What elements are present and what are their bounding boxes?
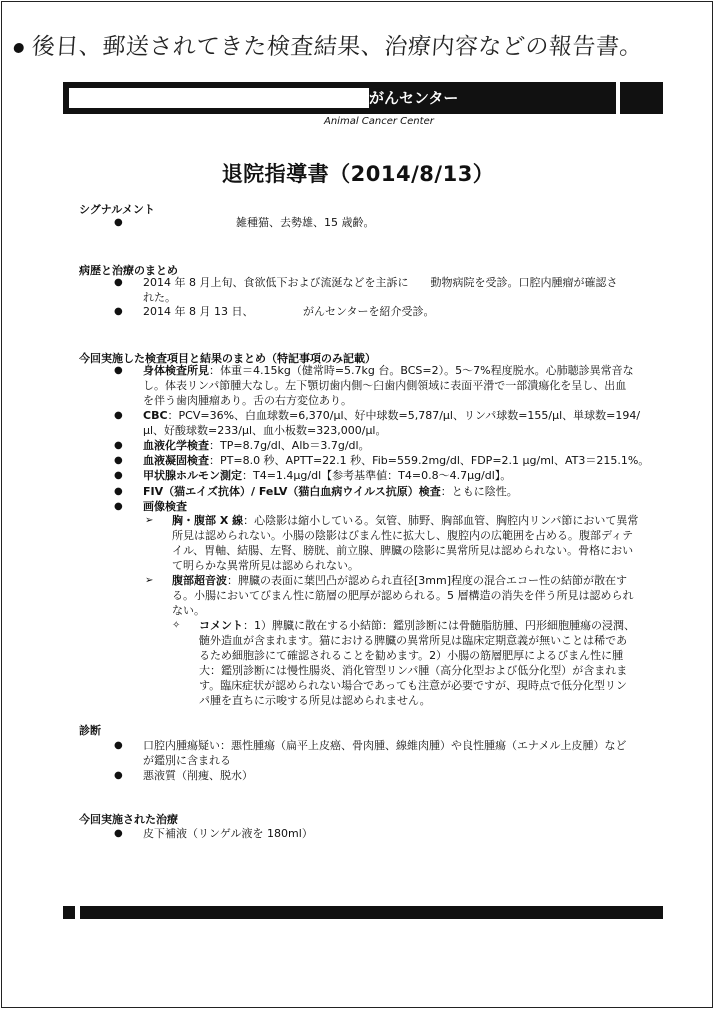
arrow-bullet-icon: ➢ (145, 515, 154, 526)
bullet-icon: ● (114, 365, 123, 376)
ultrasound-label: 腹部超音波 (172, 574, 227, 587)
text-line: ：脾臓の表面に葉凹凸が認められ直径[3mm]程度の混合エコー性の結節が散在す (227, 574, 628, 587)
text-line: が鑑別に含まれる (143, 754, 231, 767)
text-line: パ腫を直ちに示唆する所見は認められません。 (199, 694, 431, 707)
text-line: イル、胃軸、結腸、左腎、膀胱、前立腺、脾臓の陰影に異常所見は認められない。骨格におい (172, 544, 634, 557)
center-name-en: Animal Cancer Center (324, 116, 434, 127)
text-line: 所見は認められない。小腸の陰影はびまん性に拡大し、腹腔内の広範囲を占める。腹部ディテ (172, 529, 634, 542)
text-line: を伴う歯肉腫瘤あり。舌の右方変位あり。 (143, 394, 352, 407)
bullet-icon: ● (114, 770, 123, 781)
bullet-icon: ● (114, 828, 123, 839)
bullet-icon: ● (114, 740, 123, 751)
text-line: ：1）脾臓に散在する小結節：鑑別診断には骨髄脂肪腫、円形細胞腫瘍の浸潤、 (243, 619, 635, 632)
chemistry-exam (143, 438, 370, 453)
coagulation-label: 血液凝固検査 (143, 454, 209, 467)
xray-label: 胸・腹部 X 線 (172, 514, 244, 527)
ultrasound-result (172, 573, 658, 618)
diamond-bullet-icon: ✧ (172, 620, 181, 631)
text-line: る。小腸においてびまん性に筋層の肥厚が認められる。5 層構造の消失を伴う所見は認められ (172, 589, 634, 602)
document-title: 退院指導書（2014/8/13） (221, 162, 495, 186)
thyroid-label: 甲状腺ホルモン測定 (143, 469, 242, 482)
imaging-comment (199, 618, 659, 708)
bullet-dot-icon (13, 43, 24, 53)
handwritten-note-text: 後日、郵送されてきた検査結果、治療内容などの報告書。 (30, 34, 644, 60)
header-bar (63, 82, 663, 114)
signalment-heading: シグナルメント (79, 203, 155, 216)
text-line: 口腔内腫瘍疑い：悪性腫瘍（扁平上皮癌、骨肉腫、線維肉腫）や良性腫瘍（エナメル上皮腫）など (143, 739, 627, 752)
text-line: れた。 (143, 291, 176, 304)
text-line: す。臨床症状が認められない場合であっても注意が必要ですが、現時点で低分化型リン (199, 679, 628, 692)
arrow-bullet-icon: ➢ (145, 575, 154, 586)
header-divider (616, 82, 620, 114)
bullet-icon: ● (114, 217, 123, 228)
fiv-felv-exam (143, 484, 518, 499)
thyroid-exam (143, 468, 511, 483)
bullet-icon: ● (114, 470, 123, 481)
handwritten-note (13, 28, 705, 61)
diagnosis-item-2: 悪液質（削痩、脱水） (143, 769, 253, 782)
history-item-2: 2014 年 8 月 13 日、 がんセンターを紹介受診。 (143, 305, 435, 318)
history-item-1 (143, 275, 617, 305)
text-line: ：体重＝4.15kg（健常時=5.7kg 台。BCS=2）。5〜7%程度脱水。心肺聴診異常音な (209, 364, 634, 377)
footer-bar (63, 906, 663, 919)
bullet-icon: ● (114, 410, 123, 421)
page-frame (1, 1, 713, 1008)
text-line: るため細胞診にて確認されることを勧めます。2）小腸の筋層肥厚によるびまん性に腫 (199, 649, 624, 662)
signalment-text: 雑種猫、去勢雄、15 歳齢。 (236, 216, 375, 229)
text-line: 大：鑑別診断には慢性腸炎、消化管型リンパ腫（高分化型および低分化型）が含まれま (199, 664, 628, 677)
bullet-icon: ● (114, 501, 123, 512)
chemistry-label: 血液化学検査 (143, 439, 209, 452)
coagulation-text: ：PT=8.0 秒、APTT=22.1 秒、Fib=559.2mg/dl、FDP=2.1 μg/ml、AT3＝215.1%。 (209, 454, 650, 467)
exams-heading: 今回実施した検査項目と結果のまとめ（特記事項のみ記載） (79, 352, 376, 365)
bullet-icon: ● (114, 486, 123, 497)
footer-divider (75, 906, 80, 919)
center-name: がんセンター (369, 89, 459, 107)
physical-exam (143, 363, 658, 408)
text-line: 髄外造血が含まれます。猫における脾臓の異常所見は臨床定期意義が無いことは稀であ (199, 634, 628, 647)
fiv-felv-label: FIV（猫エイズ抗体）/ FeLV（猫白血病ウイルス抗原）検査 (143, 485, 441, 498)
cbc-exam (143, 408, 658, 438)
comment-label: コメント (199, 619, 243, 632)
imaging-label: 画像検査 (143, 500, 187, 513)
bullet-icon: ● (114, 455, 123, 466)
diagnosis-heading: 診断 (79, 724, 101, 737)
bullet-icon: ● (114, 277, 123, 288)
history-heading: 病歴と治療のまとめ (79, 264, 178, 277)
text-line: ない。 (172, 604, 205, 617)
treatment-heading: 今回実施された治療 (79, 813, 178, 826)
text-line: ：PCV=36%、白血球数=6,370/μl、好中球数=5,787/μl、リンパ球数=155/μl、単球数=194/ (167, 409, 641, 422)
chemistry-text: ：TP=8.7g/dl、Alb＝3.7g/dl。 (209, 439, 370, 452)
text-line: μl、好酸球数=233/μl、血小板数=323,000/μl。 (143, 424, 387, 437)
treatment-item-1: 皮下補液（リンゲル液を 180ml） (143, 827, 313, 840)
xray-result (172, 513, 658, 573)
text-line: 2014 年 8 月上旬、食欲低下および流涎などを主訴に 動物病院を受診。口腔内腫瘤が確認さ (143, 276, 618, 289)
thyroid-text: ：T4=1.4μg/dl【参考基準値：T4=0.8〜4.7μg/dl】。 (242, 469, 512, 482)
bullet-icon: ● (114, 306, 123, 317)
bullet-icon: ● (114, 440, 123, 451)
diagnosis-item-1 (143, 738, 658, 768)
fiv-felv-text: ：ともに陰性。 (440, 485, 518, 498)
redacted-block (69, 88, 369, 108)
physical-exam-label: 身体検査所見 (143, 364, 209, 377)
coagulation-exam (143, 453, 649, 468)
text-line: ：心陰影は縮小している。気管、肺野、胸部血管、胸腔内リンパ節において異常 (243, 514, 639, 527)
cbc-label: CBC (143, 409, 168, 422)
text-line: し。体表リンパ節腫大なし。左下顎切歯内側〜臼歯内側領域に表面平滑で一部潰瘍化を呈し、出血 (143, 379, 627, 392)
text-line: て明らかな異常所見は認められない。 (172, 559, 359, 572)
